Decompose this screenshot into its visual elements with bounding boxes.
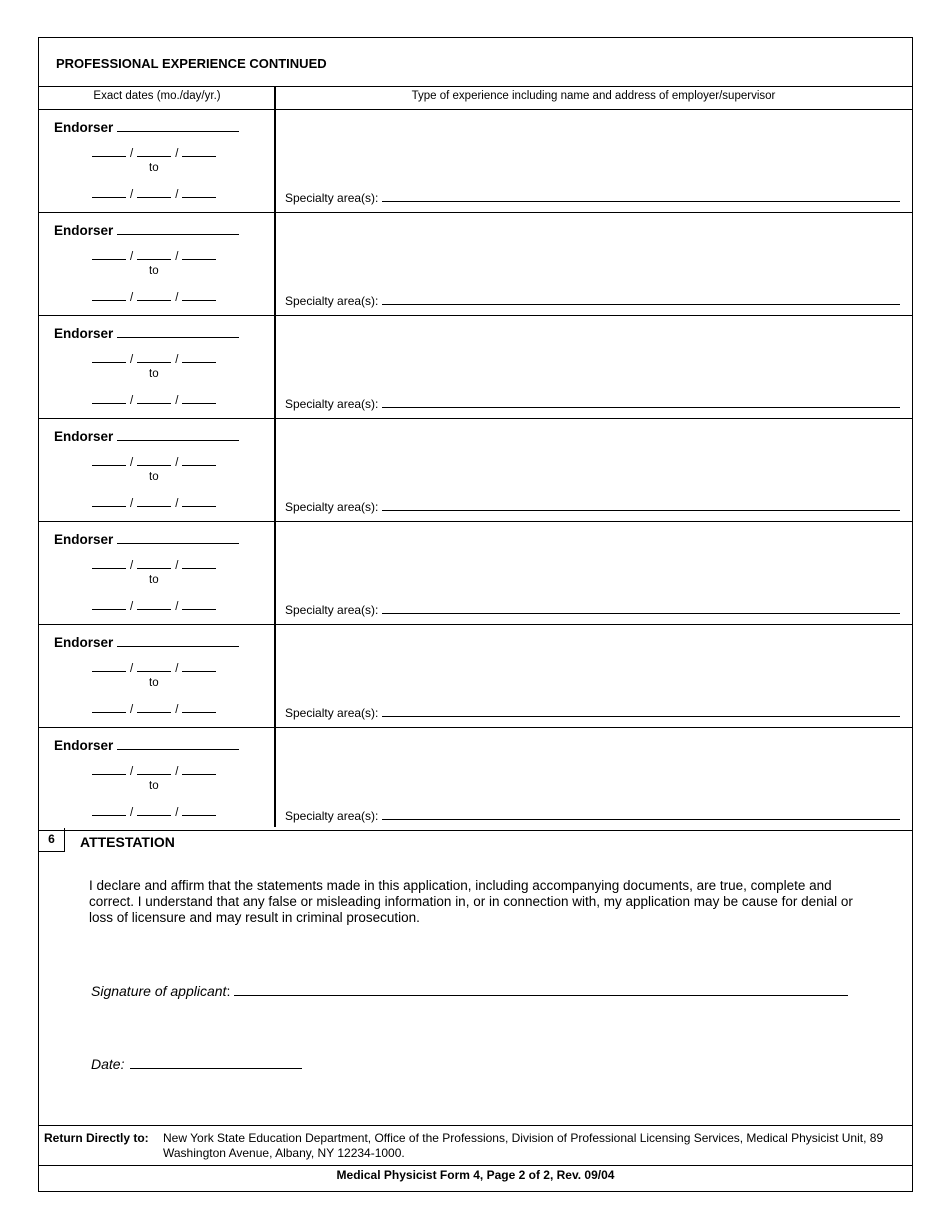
specialty-label: Specialty area(s): bbox=[285, 706, 379, 720]
form-page bbox=[38, 37, 913, 1192]
endorser-label: Endorser bbox=[54, 532, 114, 547]
date-separator: / bbox=[130, 663, 134, 675]
day-blank[interactable] bbox=[137, 498, 171, 507]
to-label: to bbox=[149, 780, 159, 792]
signature-colon: : bbox=[226, 983, 231, 999]
day-blank[interactable] bbox=[137, 189, 171, 198]
endorser-label: Endorser bbox=[54, 120, 114, 135]
return-address-box bbox=[39, 1125, 912, 1166]
experience-row bbox=[39, 625, 912, 728]
month-blank[interactable] bbox=[92, 457, 126, 466]
day-blank[interactable] bbox=[137, 457, 171, 466]
date-separator: / bbox=[130, 498, 134, 510]
endorser-field[interactable] bbox=[54, 635, 239, 650]
endorser-line[interactable] bbox=[117, 122, 239, 132]
year-blank[interactable] bbox=[182, 704, 216, 713]
date-label: Date: bbox=[91, 1056, 125, 1072]
endorser-label: Endorser bbox=[54, 429, 114, 444]
specialty-label: Specialty area(s): bbox=[285, 397, 379, 411]
year-blank[interactable] bbox=[182, 663, 216, 672]
endorser-field[interactable] bbox=[54, 532, 239, 547]
specialty-field[interactable] bbox=[285, 706, 900, 720]
specialty-label: Specialty area(s): bbox=[285, 294, 379, 308]
day-blank[interactable] bbox=[137, 704, 171, 713]
date-separator: / bbox=[175, 251, 179, 263]
month-blank[interactable] bbox=[92, 354, 126, 363]
endorser-field[interactable] bbox=[54, 120, 239, 135]
endorser-field[interactable] bbox=[54, 429, 239, 444]
end-date-field[interactable] bbox=[92, 498, 216, 510]
endorser-line[interactable] bbox=[117, 637, 239, 647]
month-blank[interactable] bbox=[92, 251, 126, 260]
endorser-line[interactable] bbox=[117, 225, 239, 235]
month-blank[interactable] bbox=[92, 807, 126, 816]
endorser-label: Endorser bbox=[54, 635, 114, 650]
endorser-line[interactable] bbox=[117, 740, 239, 750]
date-separator: / bbox=[175, 354, 179, 366]
attestation-title: ATTESTATION bbox=[80, 834, 175, 850]
day-blank[interactable] bbox=[137, 354, 171, 363]
date-separator: / bbox=[175, 601, 179, 613]
year-blank[interactable] bbox=[182, 395, 216, 404]
year-blank[interactable] bbox=[182, 251, 216, 260]
day-blank[interactable] bbox=[137, 292, 171, 301]
year-blank[interactable] bbox=[182, 766, 216, 775]
signature-field[interactable] bbox=[91, 983, 848, 999]
date-field[interactable] bbox=[91, 1056, 302, 1072]
experience-row bbox=[39, 522, 912, 625]
year-blank[interactable] bbox=[182, 457, 216, 466]
specialty-line[interactable] bbox=[382, 192, 900, 202]
to-label: to bbox=[149, 162, 159, 174]
month-blank[interactable] bbox=[92, 560, 126, 569]
specialty-label: Specialty area(s): bbox=[285, 500, 379, 514]
start-date-field[interactable] bbox=[92, 560, 216, 572]
date-separator: / bbox=[175, 292, 179, 304]
return-address: New York State Education Department, Office of the Professions, Division of Professional Licensing Services, Medical Physicist Unit, 89 Washington Avenue, Albany, NY 12234-1000. bbox=[163, 1131, 884, 1160]
start-date-field[interactable] bbox=[92, 354, 216, 366]
endorser-line[interactable] bbox=[117, 534, 239, 544]
day-blank[interactable] bbox=[137, 766, 171, 775]
table-header bbox=[39, 86, 912, 110]
endorser-label: Endorser bbox=[54, 326, 114, 341]
date-separator: / bbox=[130, 766, 134, 778]
to-label: to bbox=[149, 471, 159, 483]
month-blank[interactable] bbox=[92, 766, 126, 775]
date-separator: / bbox=[130, 807, 134, 819]
start-date-field[interactable] bbox=[92, 251, 216, 263]
day-blank[interactable] bbox=[137, 395, 171, 404]
date-separator: / bbox=[130, 292, 134, 304]
month-blank[interactable] bbox=[92, 704, 126, 713]
endorser-field[interactable] bbox=[54, 738, 239, 753]
year-blank[interactable] bbox=[182, 807, 216, 816]
day-blank[interactable] bbox=[137, 601, 171, 610]
specialty-line[interactable] bbox=[382, 398, 900, 408]
column-header-experience: Type of experience including name and address of employer/supervisor bbox=[411, 90, 776, 102]
experience-row bbox=[39, 213, 912, 316]
endorser-line[interactable] bbox=[117, 328, 239, 338]
year-blank[interactable] bbox=[182, 354, 216, 363]
end-date-field[interactable] bbox=[92, 395, 216, 407]
section-title: PROFESSIONAL EXPERIENCE CONTINUED bbox=[56, 56, 327, 71]
date-separator: / bbox=[130, 354, 134, 366]
specialty-field[interactable] bbox=[285, 294, 900, 308]
endorser-label: Endorser bbox=[54, 738, 114, 753]
date-separator: / bbox=[175, 663, 179, 675]
end-date-field[interactable] bbox=[92, 292, 216, 304]
year-blank[interactable] bbox=[182, 498, 216, 507]
date-separator: / bbox=[130, 704, 134, 716]
month-blank[interactable] bbox=[92, 292, 126, 301]
end-date-field[interactable] bbox=[92, 601, 216, 613]
specialty-line[interactable] bbox=[382, 604, 900, 614]
experience-row bbox=[39, 110, 912, 213]
date-separator: / bbox=[175, 807, 179, 819]
year-blank[interactable] bbox=[182, 601, 216, 610]
experience-row bbox=[39, 728, 912, 831]
specialty-field[interactable] bbox=[285, 191, 900, 205]
date-separator: / bbox=[175, 704, 179, 716]
month-blank[interactable] bbox=[92, 189, 126, 198]
start-date-field[interactable] bbox=[92, 457, 216, 469]
start-date-field[interactable] bbox=[92, 148, 216, 160]
date-separator: / bbox=[130, 457, 134, 469]
return-label: Return Directly to: bbox=[44, 1131, 149, 1145]
endorser-field[interactable] bbox=[54, 223, 239, 238]
date-separator: / bbox=[130, 560, 134, 572]
signature-line[interactable] bbox=[234, 984, 848, 996]
endorser-label: Endorser bbox=[54, 223, 114, 238]
date-separator: / bbox=[175, 395, 179, 407]
experience-row bbox=[39, 419, 912, 522]
day-blank[interactable] bbox=[137, 807, 171, 816]
date-separator: / bbox=[130, 148, 134, 160]
end-date-field[interactable] bbox=[92, 704, 216, 716]
date-separator: / bbox=[130, 251, 134, 263]
day-blank[interactable] bbox=[137, 663, 171, 672]
year-blank[interactable] bbox=[182, 148, 216, 157]
to-label: to bbox=[149, 265, 159, 277]
date-separator: / bbox=[175, 457, 179, 469]
date-separator: / bbox=[175, 766, 179, 778]
specialty-field[interactable] bbox=[285, 397, 900, 411]
specialty-line[interactable] bbox=[382, 707, 900, 717]
signature-label: Signature of applicant bbox=[91, 983, 227, 999]
column-header-dates: Exact dates (mo./day/yr.) bbox=[93, 90, 221, 102]
day-blank[interactable] bbox=[137, 251, 171, 260]
year-blank[interactable] bbox=[182, 292, 216, 301]
specialty-label: Specialty area(s): bbox=[285, 809, 379, 823]
month-blank[interactable] bbox=[92, 663, 126, 672]
specialty-line[interactable] bbox=[382, 810, 900, 820]
to-label: to bbox=[149, 574, 159, 586]
section-number: 6 bbox=[39, 828, 65, 852]
specialty-field[interactable] bbox=[285, 500, 900, 514]
specialty-label: Specialty area(s): bbox=[285, 603, 379, 617]
date-separator: / bbox=[175, 498, 179, 510]
end-date-field[interactable] bbox=[92, 189, 216, 201]
specialty-field[interactable] bbox=[285, 603, 900, 617]
endorser-field[interactable] bbox=[54, 326, 239, 341]
start-date-field[interactable] bbox=[92, 663, 216, 675]
specialty-line[interactable] bbox=[382, 295, 900, 305]
date-separator: / bbox=[175, 560, 179, 572]
specialty-field[interactable] bbox=[285, 809, 900, 823]
specialty-line[interactable] bbox=[382, 501, 900, 511]
experience-row bbox=[39, 316, 912, 419]
month-blank[interactable] bbox=[92, 395, 126, 404]
specialty-label: Specialty area(s): bbox=[285, 191, 379, 205]
endorser-line[interactable] bbox=[117, 431, 239, 441]
to-label: to bbox=[149, 677, 159, 689]
month-blank[interactable] bbox=[92, 601, 126, 610]
day-blank[interactable] bbox=[137, 560, 171, 569]
date-separator: / bbox=[130, 189, 134, 201]
attestation-text: I declare and affirm that the statements made in this application, including accompanying documents, are true, complete and correct. I understand that any false or misleading information in, or in connection with, my application may be cause for denial or loss of licensure and may result in criminal prosecution. bbox=[89, 878, 853, 925]
to-label: to bbox=[149, 368, 159, 380]
year-blank[interactable] bbox=[182, 560, 216, 569]
date-separator: / bbox=[130, 395, 134, 407]
start-date-field[interactable] bbox=[92, 766, 216, 778]
form-footer: Medical Physicist Form 4, Page 2 of 2, Rev. 09/04 bbox=[336, 1168, 615, 1182]
day-blank[interactable] bbox=[137, 148, 171, 157]
date-separator: / bbox=[175, 189, 179, 201]
date-separator: / bbox=[130, 601, 134, 613]
date-line[interactable] bbox=[130, 1057, 302, 1069]
end-date-field[interactable] bbox=[92, 807, 216, 819]
year-blank[interactable] bbox=[182, 189, 216, 198]
month-blank[interactable] bbox=[92, 498, 126, 507]
date-separator: / bbox=[175, 148, 179, 160]
month-blank[interactable] bbox=[92, 148, 126, 157]
